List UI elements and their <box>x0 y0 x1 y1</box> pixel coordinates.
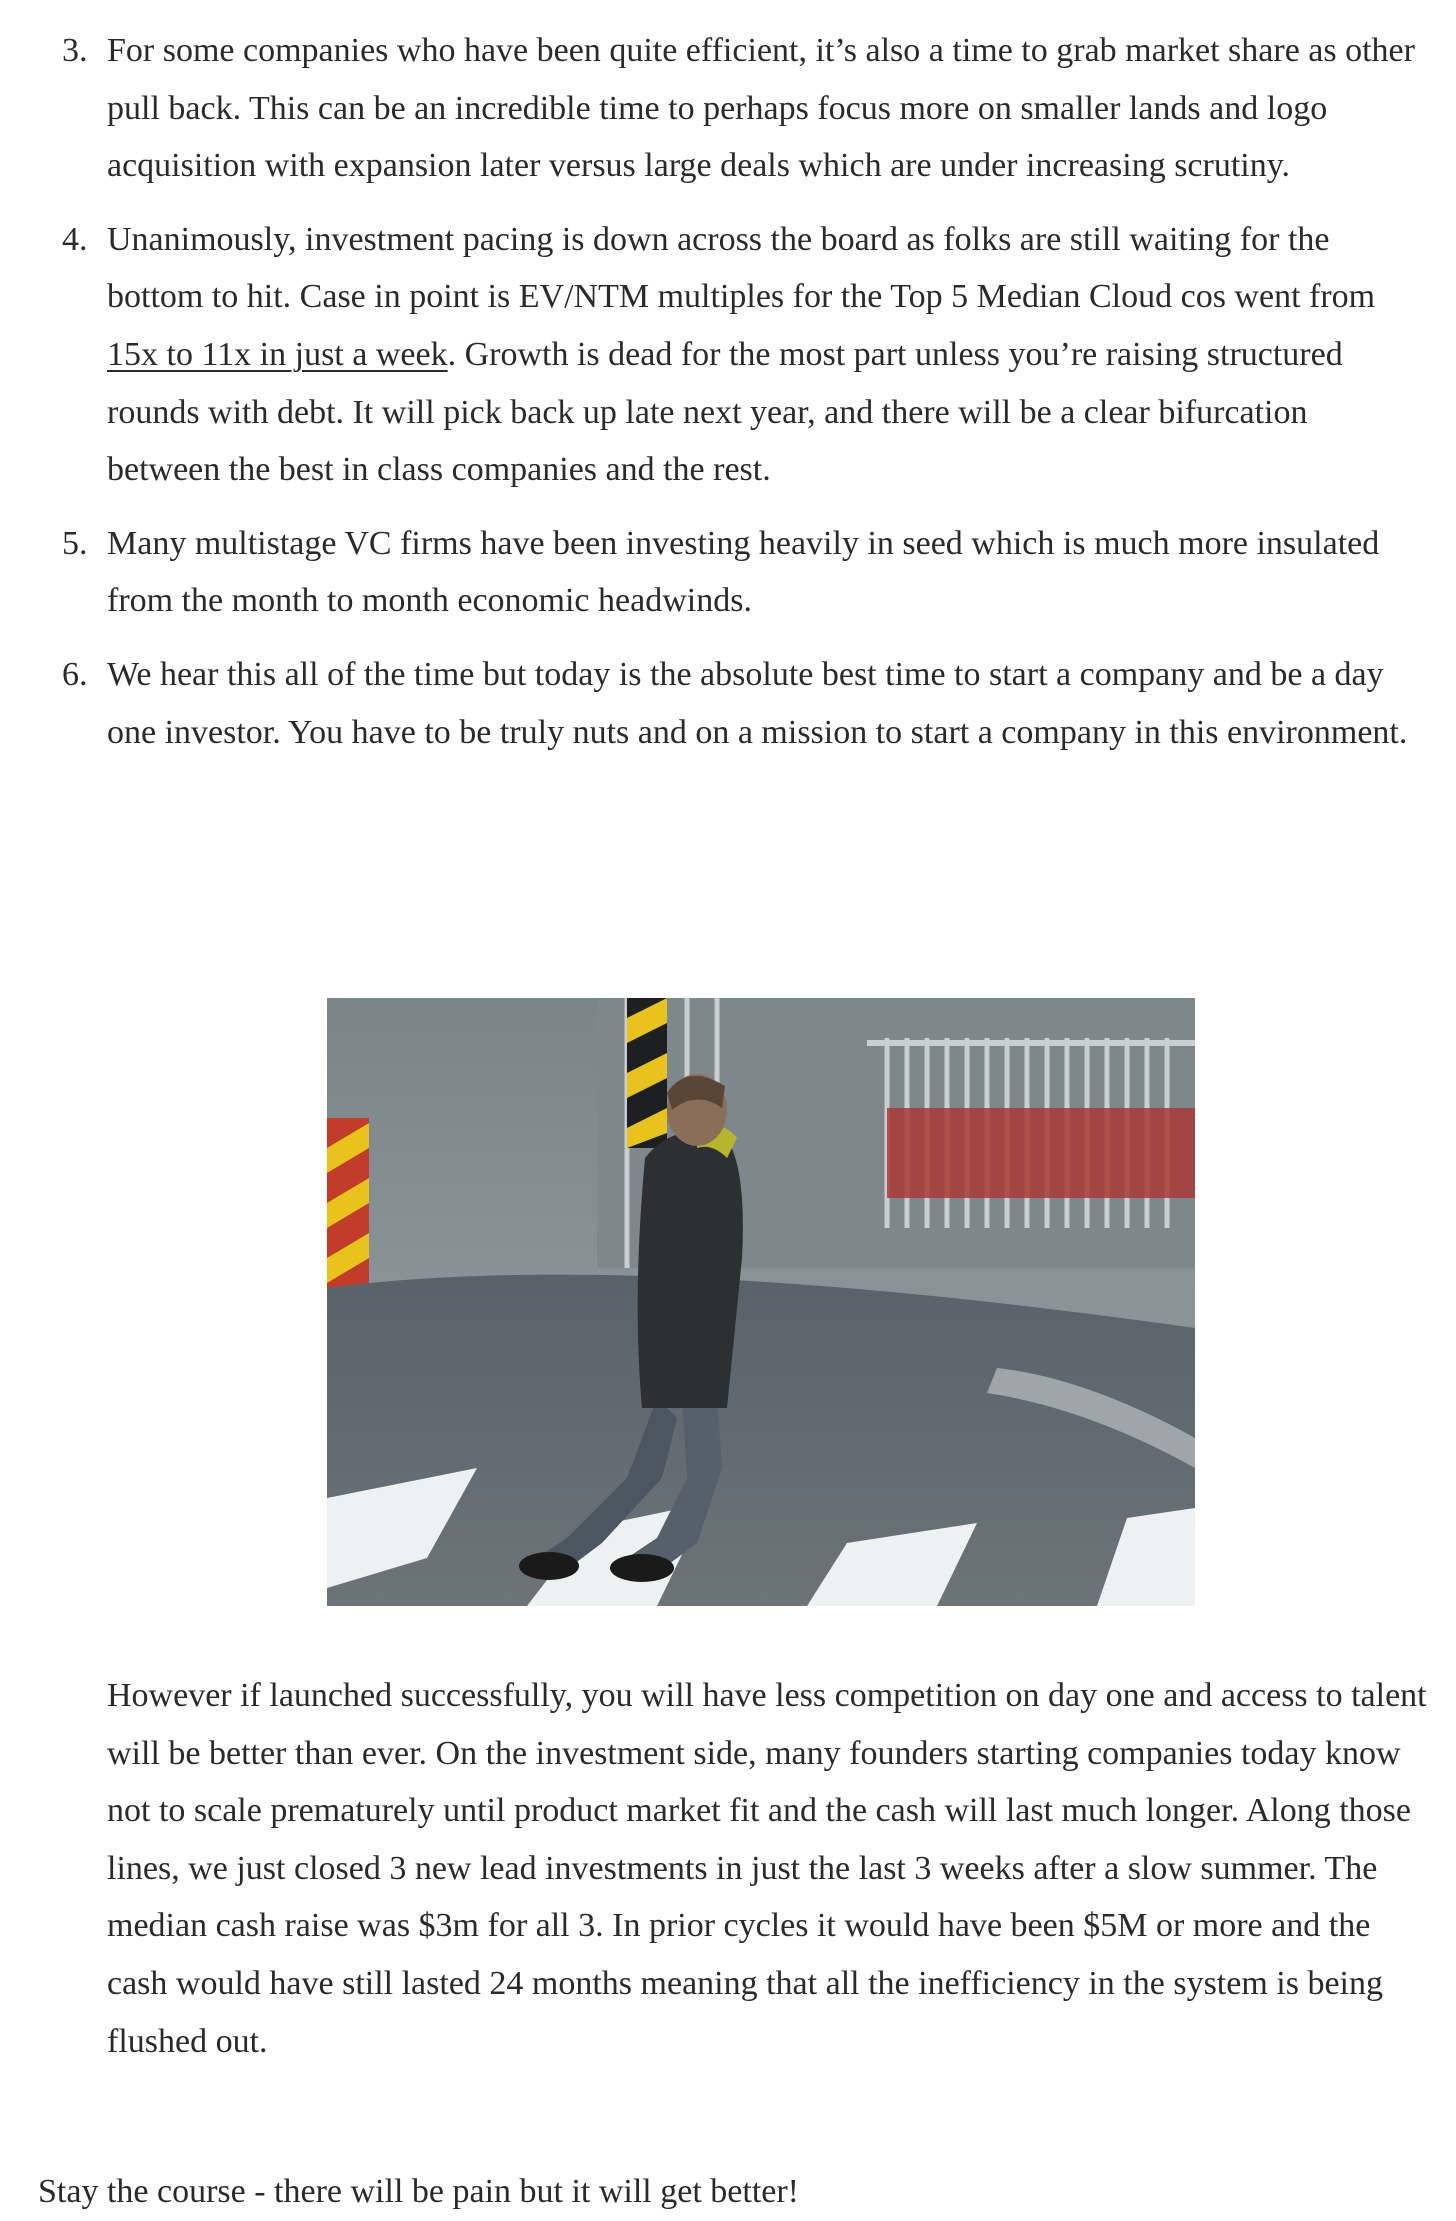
list-item <box>0 211 1456 499</box>
list-number: 5. <box>62 524 88 562</box>
traffic-post-center <box>627 998 667 1148</box>
street-scene-illustration <box>327 998 1195 1606</box>
list-item <box>0 646 1456 761</box>
list-item <box>0 515 1456 630</box>
list-item-text: We hear this all of the time but today is the absolute best time to start a company and be a day one investor. You have to be truly nuts and on a mission to start a company in this environment. <box>107 655 1408 751</box>
numbered-list <box>0 22 1456 777</box>
list-number: 4. <box>62 220 88 258</box>
list-number: 6. <box>62 655 88 693</box>
road <box>327 1275 1195 1606</box>
list-number: 3. <box>62 32 88 69</box>
list-item-text: For some companies who have been quite efficient, it’s also a time to grab market share as other pull back. This can be an incredible time to perhaps focus more on smaller lands and logo acquisition with expansion later versus large deals which are under increasing scrutiny. <box>107 32 1415 185</box>
car <box>887 1108 1195 1198</box>
list-item <box>0 22 1456 195</box>
list-item-text-after-link: . Growth is dead for the most part unless you’re raising structured rounds with debt. It will pick back up late next year, and there will be a clear bifurcation between the best in class companies and the rest. <box>107 335 1343 489</box>
gif-image-person-walking <box>327 998 1195 1606</box>
closing-paragraph: Stay the course - there will be pain but it will get better! <box>38 2173 799 2210</box>
list-item-text <box>107 221 1375 488</box>
body-paragraph: However if launched successfully, you will have less competition on day one and access to talent will be better than ever. On the investment side, many founders starting companies today know not to scale prematurely until product market fit and the cash will last much longer. Along those lines, we just closed 3 new lead investments in just the last 3 weeks after a slow summer. The median cash raise was $3m for all 3. In prior cycles it would have been $5M or more and the cash would have still lasted 24 months meaning that all the inefficiency in the system is being flushed out. <box>107 1677 1427 2060</box>
multiples-link[interactable]: 15x to 11x in just a week <box>107 335 448 373</box>
list-item-text: Many multistage VC firms have been investing heavily in seed which is much more insulated from the month to month economic headwinds. <box>107 524 1380 620</box>
list-item-text-before-link: Unanimously, investment pacing is down across the board as folks are still waiting for the bottom to hit. Case in point is EV/NTM multiples for the Top 5 Median Cloud cos went from <box>107 220 1376 316</box>
